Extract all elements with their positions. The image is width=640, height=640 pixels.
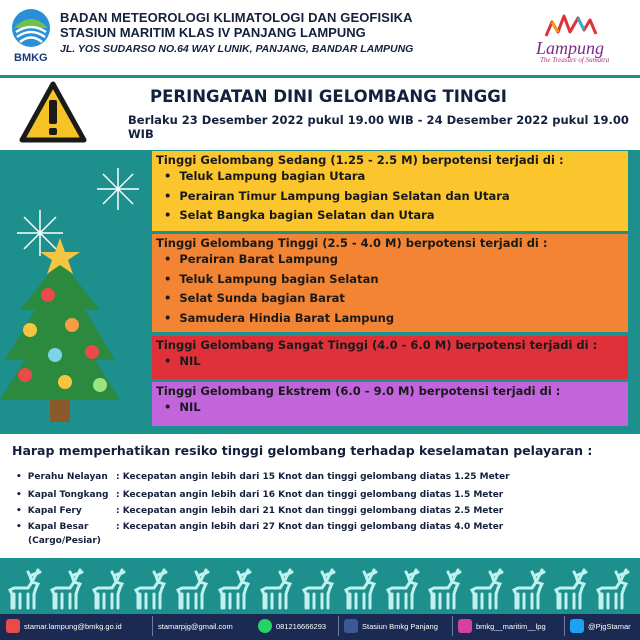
reindeer-icon	[136, 570, 166, 608]
vessel-label: • Perahu Nelayan	[16, 472, 116, 482]
bmkg-label: BMKG	[14, 52, 48, 64]
vessel-note: (Cargo/Pesiar)	[28, 536, 101, 546]
footer-facebook-text: Stasiun Bmkg Panjang	[362, 621, 438, 631]
area-item: • NIL	[164, 352, 628, 372]
safety-item	[16, 490, 503, 500]
reindeer-icon	[94, 570, 124, 608]
category-sangat-tinggi	[152, 336, 628, 379]
vessel-rule: : Kecepatan angin lebih dari 21 Knot dan tinggi gelombang diatas 2.5 Meter	[116, 506, 504, 516]
warning-title: PERINGATAN DINI GELOMBANG TINGGI	[150, 87, 507, 106]
reindeer-icon	[514, 570, 544, 608]
org-address: JL. YOS SUDARSO NO.64 WAY LUNIK, PANJANG, BANDAR LAMPUNG	[60, 43, 414, 55]
footer-email2[interactable]	[158, 618, 233, 634]
reindeer-icon	[346, 570, 376, 608]
footer-whatsapp-text: 081216666293	[276, 621, 327, 631]
safety-item	[16, 506, 503, 516]
reindeer-icon	[220, 570, 250, 608]
vessel-rule: : Kecepatan angin lebih dari 16 Knot dan tinggi gelombang diatas 1.5 Meter	[116, 490, 504, 500]
footer-divider	[338, 616, 339, 636]
category-heading: Tinggi Gelombang Sedang (1.25 - 2.5 M) berpotensi terjadi di :	[156, 153, 564, 167]
whatsapp-icon	[258, 619, 272, 633]
category-ekstrem	[152, 382, 628, 426]
vessel-rule: : Kecepatan angin lebih dari 27 Knot dan tinggi gelombang diatas 4.0 Meter	[116, 522, 504, 532]
reindeer-icon	[472, 570, 502, 608]
footer-email1-text: stamar.lampung@bmkg.go.id	[24, 621, 122, 631]
vessel-rule: : Kecepatan angin lebih dari 15 Knot dan tinggi gelombang diatas 1.25 Meter	[116, 472, 510, 482]
area-item: • Teluk Lampung bagian Selatan	[164, 270, 628, 290]
footer-facebook[interactable]	[344, 618, 438, 634]
reindeer-icon	[10, 570, 40, 608]
category-sedang	[152, 151, 628, 231]
twitter-icon	[570, 619, 584, 633]
reindeer-icon	[556, 570, 586, 608]
footer-twitter[interactable]	[570, 618, 631, 634]
reindeer-icon	[304, 570, 334, 608]
category-heading: Tinggi Gelombang Ekstrem (6.0 - 9.0 M) berpotensi terjadi di :	[156, 384, 561, 398]
reindeer-icon	[178, 570, 208, 608]
lampung-logo-text: Lampung	[536, 38, 605, 58]
snowflake-icon	[97, 168, 139, 210]
reindeer-icon	[262, 570, 292, 608]
footer-whatsapp[interactable]	[258, 618, 326, 634]
area-item: • Selat Sunda bagian Barat	[164, 289, 628, 309]
category-heading: Tinggi Gelombang Sangat Tinggi (4.0 - 6.0 M) berpotensi terjadi di :	[156, 338, 598, 352]
area-item: • Perairan Barat Lampung	[164, 250, 628, 270]
reindeer-row	[0, 566, 640, 610]
reindeer-icon	[52, 570, 82, 608]
area-item: • NIL	[164, 398, 628, 418]
area-item: • Teluk Lampung bagian Utara	[164, 167, 628, 187]
footer-twitter-text: @PjgStamar	[588, 621, 631, 631]
vessel-label: • Kapal Besar	[16, 522, 116, 532]
vessel-label: • Kapal Tongkang	[16, 490, 116, 500]
footer-email1[interactable]	[6, 618, 122, 634]
category-tinggi	[152, 234, 628, 332]
area-item: • Selat Bangka bagian Selatan dan Utara	[164, 206, 628, 226]
org-name-line2: STASIUN MARITIM KLAS IV PANJANG LAMPUNG	[60, 25, 366, 40]
instagram-icon	[458, 619, 472, 633]
reindeer-icon	[388, 570, 418, 608]
christmas-tree	[0, 160, 150, 430]
category-heading: Tinggi Gelombang Tinggi (2.5 - 4.0 M) berpotensi terjadi di :	[156, 236, 548, 250]
footer-instagram-text: bmkg__maritim__lpg	[476, 621, 546, 631]
area-item: • Perairan Timur Lampung bagian Selatan dan Utara	[164, 187, 628, 207]
reindeer-icon	[598, 570, 628, 608]
reindeer-icon	[430, 570, 460, 608]
area-item: • Samudera Hindia Barat Lampung	[164, 309, 628, 329]
footer-divider	[452, 616, 453, 636]
warning-validity: Berlaku 23 Desember 2022 pukul 19.00 WIB - 24 Desember 2022 pukul 19.00 WIB	[128, 113, 629, 141]
org-name-line1: BADAN METEOROLOGI KLIMATOLOGI DAN GEOFISIKA	[60, 10, 413, 25]
warning-triangle-icon	[18, 80, 88, 146]
footer-divider	[152, 616, 153, 636]
footer-divider	[564, 616, 565, 636]
vessel-label: • Kapal Fery	[16, 506, 116, 516]
safety-item	[16, 472, 510, 482]
lampung-tagline: The Treasure of Sumatra	[540, 56, 610, 64]
email-icon	[6, 619, 20, 633]
footer-instagram[interactable]	[458, 618, 546, 634]
safety-title: Harap memperhatikan resiko tinggi gelombang terhadap keselamatan pelayaran :	[12, 443, 593, 458]
safety-item	[16, 522, 503, 532]
footer-email2-text: stamarpjg@gmail.com	[158, 621, 233, 631]
facebook-icon	[344, 619, 358, 633]
